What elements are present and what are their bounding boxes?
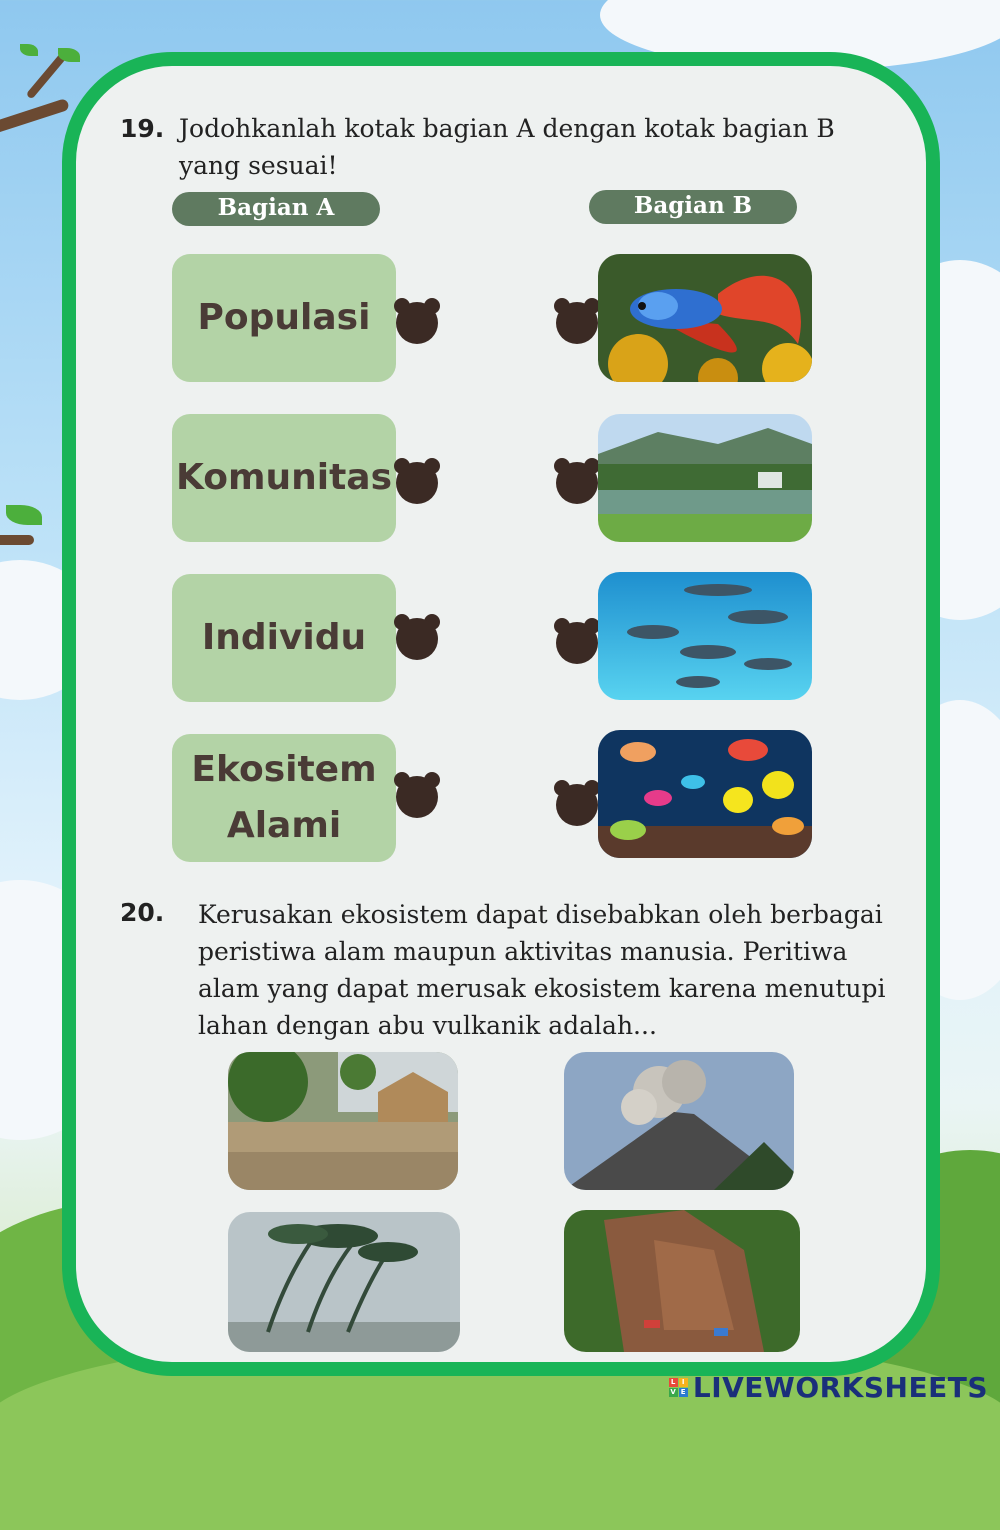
mark-letter: E (680, 1388, 687, 1396)
a-item-ekositem-alami[interactable]: Ekositem Alami (172, 734, 396, 862)
option-storm-image[interactable] (228, 1212, 460, 1352)
connector-b-3-icon[interactable] (552, 616, 602, 666)
a-item-individu[interactable]: Individu (172, 574, 396, 702)
header-bagian-a: Bagian A (172, 192, 380, 226)
liveworksheets-logo (669, 1371, 988, 1404)
header-bagian-b: Bagian B (589, 190, 797, 224)
question-20-text: Kerusakan ekosistem dapat disebabkan oleh berbagai peristiwa alam maupun aktivitas manusia. Peritiwa alam yang dapat merusak ekosistem karena menutupi lahan dengan abu vulkanik adalah... (198, 900, 886, 1040)
coral-reef-fish-image (598, 730, 812, 858)
betta-fish-image (598, 254, 812, 382)
worksheet-card (62, 52, 940, 1376)
connector-b-2-icon[interactable] (552, 456, 602, 506)
connector-a-2-icon[interactable] (392, 456, 442, 506)
option-landslide-image[interactable] (564, 1210, 800, 1352)
option-flood-image[interactable] (228, 1052, 458, 1190)
connector-a-1-icon[interactable] (392, 296, 442, 346)
connector-a-3-icon[interactable] (392, 612, 442, 662)
question-20-number: 20. (120, 898, 165, 927)
connector-b-1-icon[interactable] (552, 296, 602, 346)
connector-a-4-icon[interactable] (392, 770, 442, 820)
option-volcano-image[interactable] (564, 1052, 794, 1190)
liveworksheets-mark-icon (669, 1378, 688, 1397)
question-19-text: Jodohkanlah kotak bagian A dengan kotak bagian B yang sesuai! (179, 114, 835, 180)
question-19-number: 19. (120, 114, 165, 143)
dolphin-pod-image (598, 572, 812, 700)
lake-landscape-image (598, 414, 812, 542)
connector-b-4-icon[interactable] (552, 778, 602, 828)
mark-letter: V (670, 1388, 677, 1396)
mark-letter: I (679, 1378, 688, 1387)
mark-letter: L (669, 1378, 678, 1387)
liveworksheets-text: LIVEWORKSHEETS (692, 1371, 988, 1404)
a-item-populasi[interactable]: Populasi (172, 254, 396, 382)
a-item-komunitas[interactable]: Komunitas (172, 414, 396, 542)
